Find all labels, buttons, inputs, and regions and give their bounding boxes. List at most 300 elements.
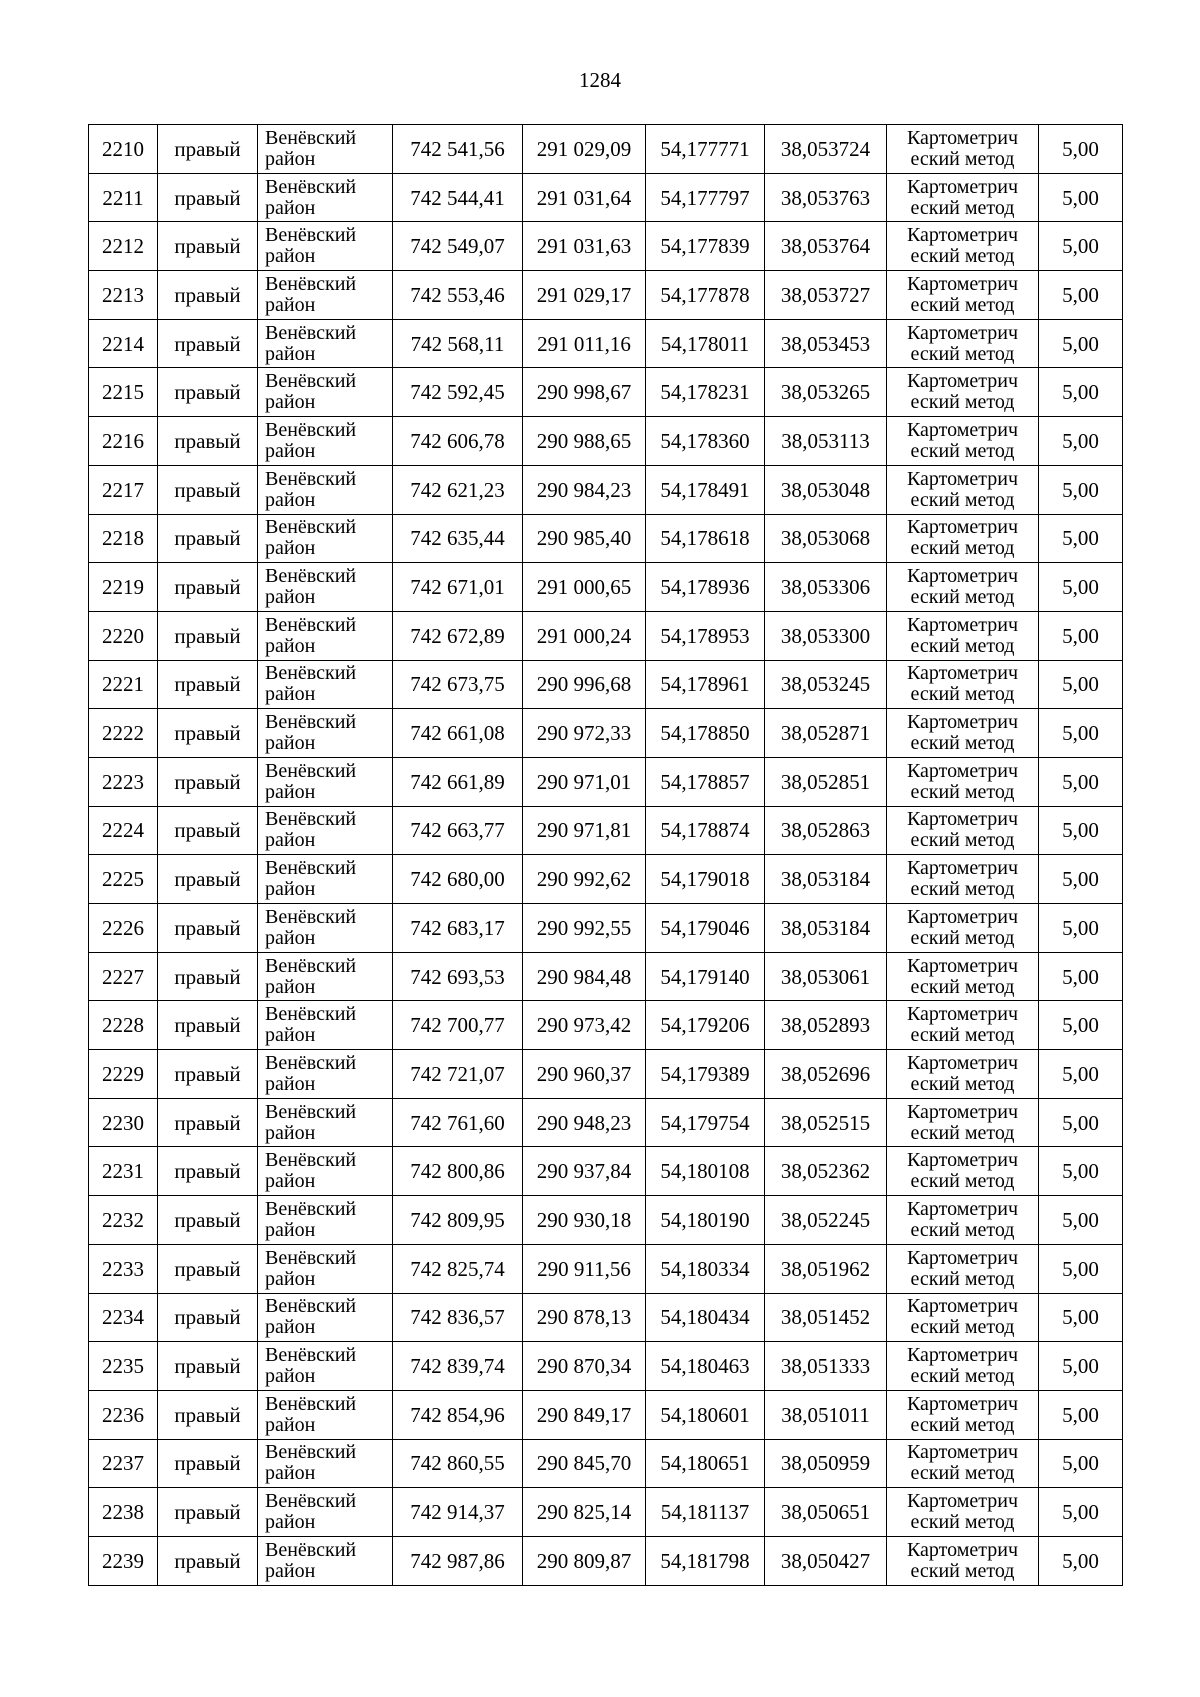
method-line-1: Картометрич (906, 1149, 1019, 1172)
table-row (89, 1147, 1123, 1196)
coord-x-cell: 742 541,56 (393, 125, 523, 174)
district-cell (258, 173, 393, 222)
coord-y-cell: 290 911,56 (523, 1244, 646, 1293)
longitude-cell: 38,053245 (765, 660, 887, 709)
method-cell (887, 1342, 1039, 1391)
district-cell (258, 1147, 393, 1196)
method-line-2: еский метод (910, 926, 1015, 949)
table-row (89, 222, 1123, 271)
latitude-cell: 54,178491 (646, 465, 765, 514)
district-cell (258, 709, 393, 758)
point-number-cell: 2219 (89, 563, 158, 612)
coord-x-cell: 742 672,89 (393, 611, 523, 660)
district-cell (258, 417, 393, 466)
district-line-2: район (265, 147, 316, 170)
table-row (89, 173, 1123, 222)
latitude-cell: 54,179754 (646, 1098, 765, 1147)
method-cell (887, 1098, 1039, 1147)
coord-x-cell: 742 553,46 (393, 271, 523, 320)
latitude-cell: 54,180463 (646, 1342, 765, 1391)
method-line-1: Картометрич (906, 1100, 1019, 1123)
district-line-2: район (265, 780, 316, 803)
district-cell (258, 1439, 393, 1488)
method-line-2: еский метод (910, 1365, 1015, 1388)
accuracy-cell: 5,00 (1039, 514, 1123, 563)
bank-side-cell: правый (158, 611, 258, 660)
method-line-2: еский метод (910, 245, 1015, 268)
district-line-2: район (265, 683, 316, 706)
method-cell (887, 855, 1039, 904)
accuracy-cell: 5,00 (1039, 368, 1123, 417)
district-line-1: Венёвский (265, 711, 357, 734)
coord-y-cell: 290 878,13 (523, 1293, 646, 1342)
method-line-1: Картометрич (906, 175, 1019, 198)
bank-side-cell: правый (158, 660, 258, 709)
bank-side-cell: правый (158, 904, 258, 953)
district-line-2: район (265, 196, 316, 219)
longitude-cell: 38,053727 (765, 271, 887, 320)
longitude-cell: 38,052362 (765, 1147, 887, 1196)
coord-x-cell: 742 680,00 (393, 855, 523, 904)
district-line-2: район (265, 245, 316, 268)
district-cell (258, 1342, 393, 1391)
coord-x-cell: 742 693,53 (393, 952, 523, 1001)
point-number-cell: 2211 (89, 173, 158, 222)
method-line-2: еский метод (910, 1218, 1015, 1241)
coordinates-table (88, 124, 1123, 1586)
method-line-2: еский метод (910, 1559, 1015, 1582)
district-cell (258, 1293, 393, 1342)
method-line-2: еский метод (910, 1024, 1015, 1047)
method-line-1: Картометрич (906, 711, 1019, 734)
longitude-cell: 38,053306 (765, 563, 887, 612)
district-line-2: район (265, 293, 316, 316)
longitude-cell: 38,053113 (765, 417, 887, 466)
method-line-2: еский метод (910, 1267, 1015, 1290)
method-cell (887, 611, 1039, 660)
method-cell (887, 904, 1039, 953)
coord-y-cell: 291 011,16 (523, 319, 646, 368)
coord-y-cell: 290 996,68 (523, 660, 646, 709)
district-line-1: Венёвский (265, 1538, 357, 1561)
method-cell (887, 709, 1039, 758)
longitude-cell: 38,051333 (765, 1342, 887, 1391)
method-line-2: еский метод (910, 537, 1015, 560)
district-line-1: Венёвский (265, 1051, 357, 1074)
method-cell (887, 1488, 1039, 1537)
coord-y-cell: 290 984,23 (523, 465, 646, 514)
coord-y-cell: 290 809,87 (523, 1536, 646, 1585)
point-number-cell: 2222 (89, 709, 158, 758)
district-cell (258, 368, 393, 417)
district-line-1: Венёвский (265, 1149, 357, 1172)
district-cell (258, 904, 393, 953)
district-line-1: Венёвский (265, 905, 357, 928)
table-row (89, 660, 1123, 709)
method-cell (887, 563, 1039, 612)
accuracy-cell: 5,00 (1039, 319, 1123, 368)
latitude-cell: 54,179206 (646, 1001, 765, 1050)
method-line-1: Картометрич (906, 1246, 1019, 1269)
method-cell (887, 514, 1039, 563)
method-line-1: Картометрич (906, 1003, 1019, 1026)
district-cell (258, 1536, 393, 1585)
method-line-1: Картометрич (906, 565, 1019, 588)
bank-side-cell: правый (158, 1001, 258, 1050)
bank-side-cell: правый (158, 222, 258, 271)
district-cell (258, 271, 393, 320)
bank-side-cell: правый (158, 514, 258, 563)
bank-side-cell: правый (158, 271, 258, 320)
accuracy-cell: 5,00 (1039, 1050, 1123, 1099)
district-line-2: район (265, 1121, 316, 1144)
table-row (89, 563, 1123, 612)
latitude-cell: 54,180651 (646, 1439, 765, 1488)
coord-x-cell: 742 671,01 (393, 563, 523, 612)
coord-x-cell: 742 549,07 (393, 222, 523, 271)
longitude-cell: 38,053300 (765, 611, 887, 660)
district-line-2: район (265, 926, 316, 949)
method-line-1: Картометрич (906, 954, 1019, 977)
accuracy-cell: 5,00 (1039, 1196, 1123, 1245)
page-number: 1284 (579, 68, 621, 92)
coord-x-cell: 742 836,57 (393, 1293, 523, 1342)
longitude-cell: 38,052245 (765, 1196, 887, 1245)
point-number-cell: 2230 (89, 1098, 158, 1147)
accuracy-cell: 5,00 (1039, 173, 1123, 222)
accuracy-cell: 5,00 (1039, 271, 1123, 320)
accuracy-cell: 5,00 (1039, 1390, 1123, 1439)
longitude-cell: 38,051962 (765, 1244, 887, 1293)
accuracy-cell: 5,00 (1039, 1536, 1123, 1585)
accuracy-cell: 5,00 (1039, 806, 1123, 855)
table-row (89, 709, 1123, 758)
accuracy-cell: 5,00 (1039, 855, 1123, 904)
accuracy-cell: 5,00 (1039, 563, 1123, 612)
district-line-2: район (265, 878, 316, 901)
district-line-2: район (265, 342, 316, 365)
district-line-1: Венёвский (265, 467, 357, 490)
table-row (89, 1098, 1123, 1147)
method-line-2: еский метод (910, 878, 1015, 901)
bank-side-cell: правый (158, 319, 258, 368)
latitude-cell: 54,178850 (646, 709, 765, 758)
accuracy-cell: 5,00 (1039, 1488, 1123, 1537)
table-row (89, 368, 1123, 417)
longitude-cell: 38,050651 (765, 1488, 887, 1537)
method-line-2: еский метод (910, 1462, 1015, 1485)
district-cell (258, 1244, 393, 1293)
latitude-cell: 54,177878 (646, 271, 765, 320)
method-line-1: Картометрич (906, 857, 1019, 880)
method-line-2: еский метод (910, 147, 1015, 170)
coord-y-cell: 290 937,84 (523, 1147, 646, 1196)
method-line-2: еский метод (910, 1316, 1015, 1339)
longitude-cell: 38,053265 (765, 368, 887, 417)
bank-side-cell: правый (158, 1050, 258, 1099)
coord-y-cell: 291 029,17 (523, 271, 646, 320)
district-line-1: Венёвский (265, 1003, 357, 1026)
latitude-cell: 54,178231 (646, 368, 765, 417)
coord-y-cell: 290 985,40 (523, 514, 646, 563)
accuracy-cell: 5,00 (1039, 757, 1123, 806)
district-line-1: Венёвский (265, 224, 357, 247)
district-line-2: район (265, 586, 316, 609)
district-line-1: Венёвский (265, 1197, 357, 1220)
point-number-cell: 2228 (89, 1001, 158, 1050)
table-row (89, 1050, 1123, 1099)
coord-y-cell: 290 930,18 (523, 1196, 646, 1245)
table-row (89, 1390, 1123, 1439)
longitude-cell: 38,052871 (765, 709, 887, 758)
coord-x-cell: 742 673,75 (393, 660, 523, 709)
method-line-1: Картометрич (906, 224, 1019, 247)
coord-x-cell: 742 635,44 (393, 514, 523, 563)
method-line-1: Картометрич (906, 370, 1019, 393)
bank-side-cell: правый (158, 1147, 258, 1196)
method-cell (887, 368, 1039, 417)
coord-x-cell: 742 987,86 (393, 1536, 523, 1585)
district-line-1: Венёвский (265, 1100, 357, 1123)
point-number-cell: 2233 (89, 1244, 158, 1293)
longitude-cell: 38,053764 (765, 222, 887, 271)
method-line-1: Картометрич (906, 808, 1019, 831)
method-cell (887, 173, 1039, 222)
point-number-cell: 2232 (89, 1196, 158, 1245)
coord-x-cell: 742 621,23 (393, 465, 523, 514)
coord-x-cell: 742 663,77 (393, 806, 523, 855)
method-line-2: еский метод (910, 1170, 1015, 1193)
district-cell (258, 1196, 393, 1245)
bank-side-cell: правый (158, 709, 258, 758)
bank-side-cell: правый (158, 1342, 258, 1391)
method-line-1: Картометрич (906, 1197, 1019, 1220)
district-line-1: Венёвский (265, 1246, 357, 1269)
bank-side-cell: правый (158, 1488, 258, 1537)
district-line-2: район (265, 1413, 316, 1436)
district-line-1: Венёвский (265, 1392, 357, 1415)
method-line-1: Картометрич (906, 905, 1019, 928)
bank-side-cell: правый (158, 417, 258, 466)
coord-x-cell: 742 809,95 (393, 1196, 523, 1245)
method-line-2: еский метод (910, 1121, 1015, 1144)
coord-y-cell: 291 029,09 (523, 125, 646, 174)
method-line-2: еский метод (910, 975, 1015, 998)
table-row (89, 514, 1123, 563)
method-line-2: еский метод (910, 780, 1015, 803)
district-cell (258, 611, 393, 660)
latitude-cell: 54,178011 (646, 319, 765, 368)
point-number-cell: 2221 (89, 660, 158, 709)
method-line-1: Картометрич (906, 126, 1019, 149)
table-row (89, 125, 1123, 174)
district-cell (258, 855, 393, 904)
accuracy-cell: 5,00 (1039, 709, 1123, 758)
table-row (89, 465, 1123, 514)
longitude-cell: 38,052863 (765, 806, 887, 855)
bank-side-cell: правый (158, 1390, 258, 1439)
method-line-2: еский метод (910, 1072, 1015, 1095)
coord-x-cell: 742 661,08 (393, 709, 523, 758)
bank-side-cell: правый (158, 952, 258, 1001)
table-row (89, 904, 1123, 953)
method-line-2: еский метод (910, 439, 1015, 462)
coord-x-cell: 742 592,45 (393, 368, 523, 417)
bank-side-cell: правый (158, 563, 258, 612)
district-line-2: район (265, 1267, 316, 1290)
district-line-2: район (265, 537, 316, 560)
district-line-2: район (265, 488, 316, 511)
district-line-1: Венёвский (265, 1295, 357, 1318)
district-line-2: район (265, 975, 316, 998)
district-line-1: Венёвский (265, 272, 357, 295)
coord-y-cell: 290 992,62 (523, 855, 646, 904)
longitude-cell: 38,053724 (765, 125, 887, 174)
longitude-cell: 38,053763 (765, 173, 887, 222)
coord-y-cell: 290 825,14 (523, 1488, 646, 1537)
accuracy-cell: 5,00 (1039, 417, 1123, 466)
accuracy-cell: 5,00 (1039, 611, 1123, 660)
method-cell (887, 271, 1039, 320)
coord-y-cell: 291 000,24 (523, 611, 646, 660)
method-line-2: еский метод (910, 391, 1015, 414)
district-line-2: район (265, 732, 316, 755)
table-row (89, 417, 1123, 466)
district-line-2: район (265, 1170, 316, 1193)
table-row (89, 271, 1123, 320)
table-row (89, 611, 1123, 660)
bank-side-cell: правый (158, 173, 258, 222)
accuracy-cell: 5,00 (1039, 660, 1123, 709)
coord-x-cell: 742 860,55 (393, 1439, 523, 1488)
table-row (89, 1536, 1123, 1585)
longitude-cell: 38,052851 (765, 757, 887, 806)
method-cell (887, 417, 1039, 466)
district-line-1: Венёвский (265, 175, 357, 198)
coord-x-cell: 742 700,77 (393, 1001, 523, 1050)
table-row (89, 855, 1123, 904)
bank-side-cell: правый (158, 1098, 258, 1147)
bank-side-cell: правый (158, 465, 258, 514)
district-line-2: район (265, 1559, 316, 1582)
bank-side-cell: правый (158, 1293, 258, 1342)
district-line-1: Венёвский (265, 759, 357, 782)
district-cell (258, 1001, 393, 1050)
method-cell (887, 1196, 1039, 1245)
latitude-cell: 54,178953 (646, 611, 765, 660)
point-number-cell: 2216 (89, 417, 158, 466)
district-line-2: район (265, 439, 316, 462)
method-cell (887, 1293, 1039, 1342)
bank-side-cell: правый (158, 1244, 258, 1293)
district-cell (258, 514, 393, 563)
district-line-2: район (265, 1511, 316, 1534)
district-cell (258, 319, 393, 368)
method-line-2: еский метод (910, 1511, 1015, 1534)
point-number-cell: 2238 (89, 1488, 158, 1537)
latitude-cell: 54,178936 (646, 563, 765, 612)
coord-y-cell: 290 988,65 (523, 417, 646, 466)
district-line-2: район (265, 829, 316, 852)
accuracy-cell: 5,00 (1039, 465, 1123, 514)
district-line-2: район (265, 1072, 316, 1095)
method-cell (887, 125, 1039, 174)
district-line-1: Венёвский (265, 613, 357, 636)
method-line-1: Картометрич (906, 321, 1019, 344)
point-number-cell: 2218 (89, 514, 158, 563)
method-line-1: Картометрич (906, 1344, 1019, 1367)
latitude-cell: 54,178857 (646, 757, 765, 806)
method-cell (887, 1050, 1039, 1099)
accuracy-cell: 5,00 (1039, 952, 1123, 1001)
method-cell (887, 319, 1039, 368)
accuracy-cell: 5,00 (1039, 904, 1123, 953)
bank-side-cell: правый (158, 806, 258, 855)
district-cell (258, 563, 393, 612)
method-cell (887, 1244, 1039, 1293)
district-line-1: Венёвский (265, 516, 357, 539)
table-row (89, 1196, 1123, 1245)
method-line-2: еский метод (910, 342, 1015, 365)
district-line-1: Венёвский (265, 370, 357, 393)
district-line-2: район (265, 1024, 316, 1047)
point-number-cell: 2236 (89, 1390, 158, 1439)
method-line-2: еский метод (910, 1413, 1015, 1436)
district-line-2: район (265, 1218, 316, 1241)
district-line-1: Венёвский (265, 418, 357, 441)
district-cell (258, 1488, 393, 1537)
method-cell (887, 1147, 1039, 1196)
method-line-1: Картометрич (906, 516, 1019, 539)
district-cell (258, 660, 393, 709)
district-cell (258, 125, 393, 174)
latitude-cell: 54,177771 (646, 125, 765, 174)
coord-y-cell: 290 971,81 (523, 806, 646, 855)
point-number-cell: 2224 (89, 806, 158, 855)
coord-x-cell: 742 761,60 (393, 1098, 523, 1147)
accuracy-cell: 5,00 (1039, 1439, 1123, 1488)
district-line-1: Венёвский (265, 321, 357, 344)
point-number-cell: 2220 (89, 611, 158, 660)
district-line-2: район (265, 1462, 316, 1485)
coord-x-cell: 742 839,74 (393, 1342, 523, 1391)
district-line-1: Венёвский (265, 857, 357, 880)
latitude-cell: 54,180601 (646, 1390, 765, 1439)
longitude-cell: 38,052893 (765, 1001, 887, 1050)
coord-y-cell: 290 992,55 (523, 904, 646, 953)
latitude-cell: 54,179140 (646, 952, 765, 1001)
point-number-cell: 2223 (89, 757, 158, 806)
longitude-cell: 38,051452 (765, 1293, 887, 1342)
coord-x-cell: 742 825,74 (393, 1244, 523, 1293)
longitude-cell: 38,053068 (765, 514, 887, 563)
point-number-cell: 2210 (89, 125, 158, 174)
coord-x-cell: 742 568,11 (393, 319, 523, 368)
longitude-cell: 38,053453 (765, 319, 887, 368)
district-line-2: район (265, 634, 316, 657)
accuracy-cell: 5,00 (1039, 1244, 1123, 1293)
bank-side-cell: правый (158, 855, 258, 904)
accuracy-cell: 5,00 (1039, 222, 1123, 271)
method-line-1: Картометрич (906, 759, 1019, 782)
accuracy-cell: 5,00 (1039, 1147, 1123, 1196)
method-line-1: Картометрич (906, 1490, 1019, 1513)
accuracy-cell: 5,00 (1039, 1293, 1123, 1342)
longitude-cell: 38,053184 (765, 904, 887, 953)
point-number-cell: 2214 (89, 319, 158, 368)
district-line-1: Венёвский (265, 1344, 357, 1367)
latitude-cell: 54,178874 (646, 806, 765, 855)
